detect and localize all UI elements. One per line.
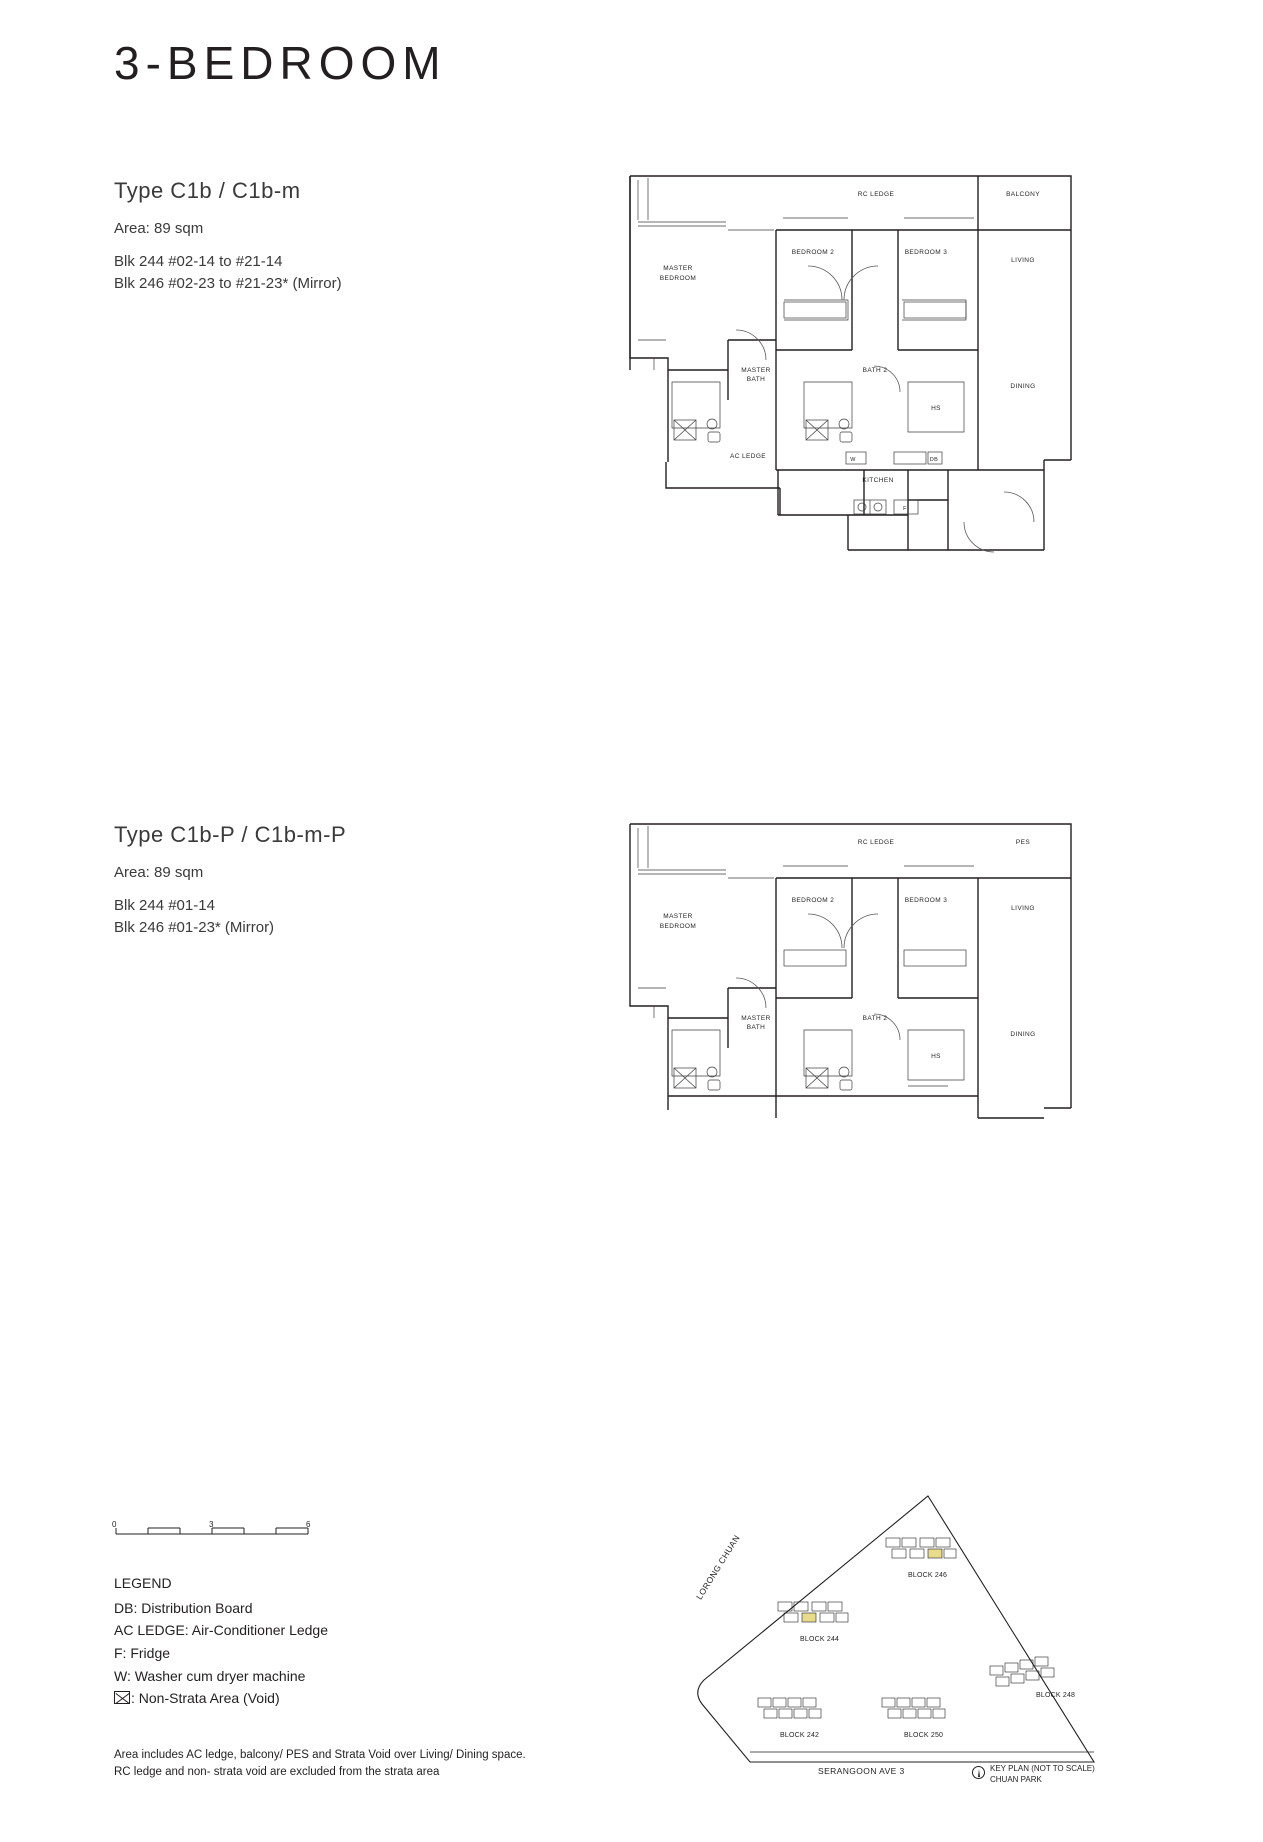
- label-master-bedroom-2a: MASTER: [663, 913, 693, 920]
- legend-item-void-label: : Non-Strata Area (Void): [131, 1690, 280, 1707]
- unit-blk-line-1b: Blk 246 #02-23 to #21-23* (Mirror): [114, 274, 342, 292]
- label-hs: HS: [931, 405, 941, 412]
- label-kitchen: KITCHEN: [862, 477, 894, 484]
- legend-item-void: [114, 1687, 328, 1710]
- label-bedroom3-2: BEDROOM 3: [904, 897, 948, 904]
- unit-type-label-2: Type C1b-P / C1b-m-P: [114, 822, 347, 847]
- legend-item-fridge: F: Fridge: [114, 1645, 171, 1662]
- floorplan-drawing-c1b: [608, 170, 1108, 590]
- scale-tick-mid: 3: [209, 1520, 214, 1529]
- legend: [114, 1572, 328, 1710]
- label-master-bath-2: BATH: [746, 376, 766, 383]
- label-balcony: BALCONY: [1006, 191, 1040, 198]
- unit-info-block-1: [114, 178, 342, 295]
- legend-item-db: DB: Distribution Board: [114, 1599, 253, 1616]
- legend-note: [114, 1747, 526, 1782]
- non-strata-void-icon: [114, 1691, 130, 1704]
- label-bedroom2: BEDROOM 2: [791, 249, 835, 256]
- legend-note-line2: RC ledge and non- strata void are excluded from the strata area: [114, 1766, 440, 1779]
- keyplan-road-lorong-chuan: LORONG CHUAN: [694, 1533, 742, 1602]
- label-master-bath-2b: BATH: [746, 1024, 766, 1031]
- keyplan-block-248: BLOCK 248: [1036, 1692, 1076, 1699]
- legend-item-ac-ledge: AC LEDGE: Air-Conditioner Ledge: [114, 1622, 328, 1639]
- label-master-bedroom-2b: BEDROOM: [659, 923, 697, 930]
- legend-item-washer: W: Washer cum dryer machine: [114, 1667, 306, 1684]
- label-bedroom3: BEDROOM 3: [904, 249, 948, 256]
- page-title: 3-BEDROOM: [114, 37, 447, 89]
- label-master-bath-1: MASTER: [741, 367, 771, 374]
- scale-bar: [112, 1520, 312, 1542]
- label-bath2-2: BATH 2: [862, 1015, 888, 1022]
- label-rc-ledge-2: RC LEDGE: [857, 839, 895, 846]
- site-boundary: [698, 1496, 1094, 1762]
- label-master-bath-2a: MASTER: [741, 1015, 771, 1022]
- label-f: F: [903, 506, 907, 512]
- label-pes: PES: [1015, 839, 1031, 846]
- label-dining-2: DINING: [1010, 1031, 1036, 1038]
- keyplan-block-246: BLOCK 246: [908, 1572, 948, 1579]
- scale-tick-0: 0: [112, 1520, 117, 1529]
- keyplan-block-242: BLOCK 242: [780, 1732, 820, 1739]
- unit-blk-line-2b: Blk 246 #01-23* (Mirror): [114, 918, 275, 936]
- label-hs-2: HS: [931, 1053, 941, 1060]
- label-master-bedroom-1: MASTER: [663, 265, 693, 272]
- label-dining: DINING: [1010, 383, 1036, 390]
- legend-note-line1: Area includes AC ledge, balcony/ PES and Strata Void over Living/ Dining space.: [114, 1749, 526, 1761]
- label-living: LIVING: [1011, 257, 1035, 264]
- keyplan-caption: [990, 1764, 1095, 1786]
- unit-info-block-2: [114, 822, 346, 939]
- label-rc-ledge: RC LEDGE: [857, 191, 895, 198]
- unit-blk-line-1a: Blk 244 #02-14 to #21-14: [114, 253, 283, 270]
- label-bath2: BATH 2: [862, 367, 888, 374]
- label-bedroom2-2: BEDROOM 2: [791, 897, 835, 904]
- label-ac-ledge: AC LEDGE: [729, 453, 767, 460]
- label-living-2: LIVING: [1011, 905, 1035, 912]
- label-db: DB: [929, 457, 939, 463]
- label-w: W: [850, 457, 856, 463]
- scale-tick-end: 6: [306, 1520, 311, 1529]
- unit-area-label-1: Area: 89 sqm: [114, 220, 204, 237]
- keyplan-caption-line1: KEY PLAN (NOT TO SCALE): [990, 1764, 1095, 1773]
- keyplan-block-250: BLOCK 250: [904, 1732, 944, 1739]
- keyplan-road-serangoon-ave-3: SERANGOON AVE 3: [818, 1766, 905, 1776]
- unit-type-label-1: Type C1b / C1b-m: [114, 178, 301, 203]
- unit-area-label-2: Area: 89 sqm: [114, 864, 204, 881]
- keyplan-block-244: BLOCK 244: [800, 1636, 840, 1643]
- label-master-bedroom-2: BEDROOM: [659, 275, 697, 282]
- keyplan-caption-line2: CHUAN PARK: [990, 1774, 1042, 1784]
- unit-blk-line-2a: Blk 244 #01-14: [114, 897, 215, 914]
- north-arrow-icon: [972, 1766, 985, 1779]
- key-plan: [690, 1490, 1110, 1790]
- legend-title: LEGEND: [114, 1575, 172, 1591]
- floorplan-drawing-c1b-p: [608, 818, 1108, 1138]
